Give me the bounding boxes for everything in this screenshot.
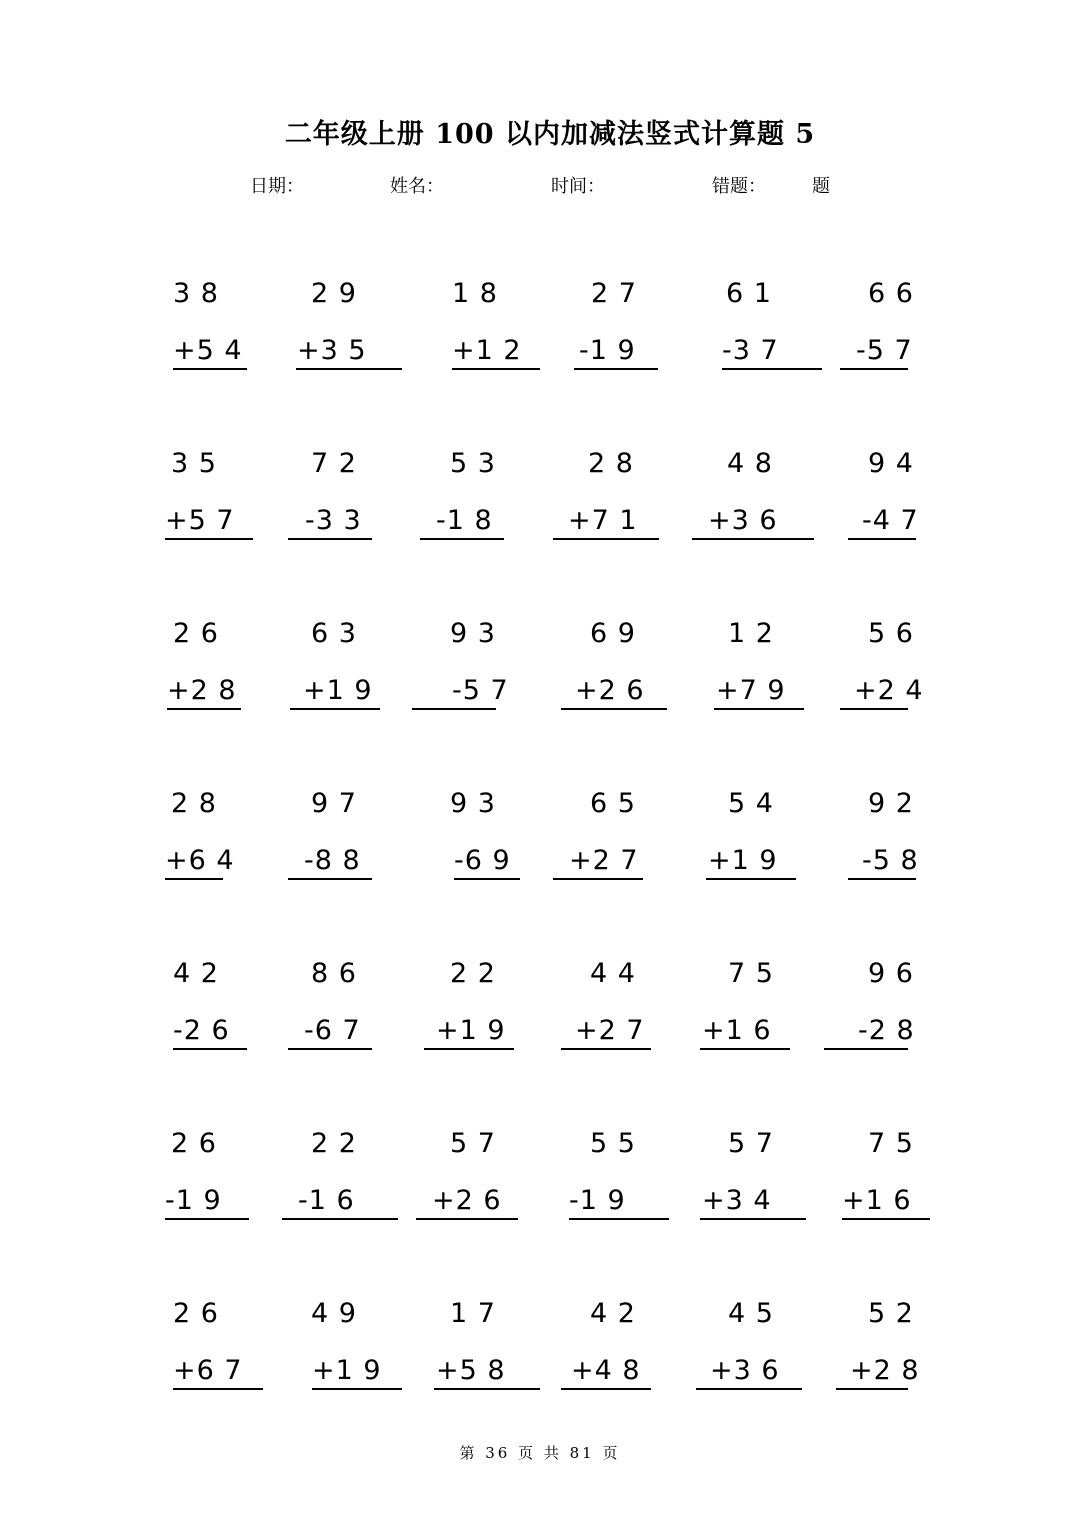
answer-line bbox=[848, 878, 916, 880]
problem-operand: -2 6 bbox=[173, 1015, 230, 1046]
problem-item bbox=[288, 278, 418, 388]
problem-item bbox=[165, 618, 295, 728]
answer-line bbox=[840, 368, 908, 370]
problem-item bbox=[288, 618, 418, 728]
errors-label: 错题： bbox=[712, 176, 766, 197]
problem-operand: +3 6 bbox=[710, 1355, 780, 1386]
answer-line bbox=[561, 1388, 651, 1390]
problem-top-number: 5 4 bbox=[728, 788, 774, 819]
problem-operand: +2 8 bbox=[167, 675, 237, 706]
problem-operand: -8 8 bbox=[304, 845, 361, 876]
answer-line bbox=[165, 1218, 249, 1220]
problem-top-number: 7 5 bbox=[868, 1128, 914, 1159]
problem-top-number: 3 8 bbox=[173, 278, 219, 309]
problem-top-number: 4 2 bbox=[173, 958, 219, 989]
problem-top-number: 5 3 bbox=[450, 448, 496, 479]
page-footer: 第 36 页 共 81 页 bbox=[459, 1444, 621, 1462]
answer-line bbox=[714, 708, 804, 710]
answer-line bbox=[288, 538, 372, 540]
problem-item bbox=[553, 278, 683, 388]
answer-line bbox=[700, 1048, 790, 1050]
problem-item bbox=[692, 1128, 822, 1238]
problem-operand: +2 4 bbox=[854, 675, 924, 706]
problem-operand: -1 6 bbox=[298, 1185, 355, 1216]
problem-item bbox=[692, 788, 822, 898]
problem-operand: +6 4 bbox=[165, 845, 235, 876]
time-label: 时间： bbox=[551, 176, 605, 197]
answer-line bbox=[290, 708, 380, 710]
problem-item bbox=[828, 958, 958, 1068]
problem-top-number: 7 2 bbox=[311, 448, 357, 479]
answer-line bbox=[165, 538, 253, 540]
answer-line bbox=[692, 538, 814, 540]
problem-top-number: 1 7 bbox=[450, 1298, 496, 1329]
problem-item bbox=[165, 448, 295, 558]
problem-top-number: 5 7 bbox=[728, 1128, 774, 1159]
problem-item bbox=[553, 448, 683, 558]
problem-operand: -6 9 bbox=[454, 845, 511, 876]
answer-line bbox=[296, 368, 402, 370]
problem-item bbox=[828, 1298, 958, 1408]
problem-top-number: 5 5 bbox=[590, 1128, 636, 1159]
problem-top-number: 2 2 bbox=[311, 1128, 357, 1159]
problem-operand: -1 9 bbox=[579, 335, 636, 366]
name-label: 姓名： bbox=[390, 176, 444, 197]
problem-item bbox=[692, 1298, 822, 1408]
answer-line bbox=[173, 368, 247, 370]
answer-line bbox=[288, 878, 372, 880]
answer-line bbox=[424, 1048, 514, 1050]
problem-item bbox=[828, 278, 958, 388]
problem-item bbox=[288, 1128, 418, 1238]
problem-operand: +2 7 bbox=[569, 845, 639, 876]
problem-top-number: 2 9 bbox=[311, 278, 357, 309]
problem-operand: +2 8 bbox=[850, 1355, 920, 1386]
answer-line bbox=[706, 878, 796, 880]
problem-item bbox=[553, 618, 683, 728]
problem-operand: +1 9 bbox=[312, 1355, 382, 1386]
problem-item bbox=[553, 1128, 683, 1238]
problem-top-number: 2 6 bbox=[171, 1128, 217, 1159]
problem-operand: +7 9 bbox=[716, 675, 786, 706]
problem-item bbox=[288, 958, 418, 1068]
problem-operand: -3 3 bbox=[305, 505, 362, 536]
problem-operand: +2 6 bbox=[432, 1185, 502, 1216]
problem-top-number: 8 6 bbox=[311, 958, 357, 989]
problem-item bbox=[165, 958, 295, 1068]
problem-item bbox=[165, 788, 295, 898]
problem-top-number: 9 4 bbox=[868, 448, 914, 479]
problem-top-number: 2 7 bbox=[591, 278, 637, 309]
problem-item bbox=[692, 958, 822, 1068]
problem-top-number: 4 9 bbox=[311, 1298, 357, 1329]
problem-operand: +5 7 bbox=[165, 505, 235, 536]
problem-top-number: 4 2 bbox=[590, 1298, 636, 1329]
problem-top-number: 5 7 bbox=[450, 1128, 496, 1159]
problem-operand: +4 8 bbox=[571, 1355, 641, 1386]
problem-operand: +1 2 bbox=[452, 335, 522, 366]
answer-line bbox=[412, 708, 496, 710]
problem-top-number: 9 2 bbox=[868, 788, 914, 819]
answer-line bbox=[824, 1048, 908, 1050]
answer-line bbox=[416, 1218, 518, 1220]
problem-item bbox=[288, 1298, 418, 1408]
problem-operand: +2 7 bbox=[575, 1015, 645, 1046]
problem-operand: -1 9 bbox=[569, 1185, 626, 1216]
problem-top-number: 6 1 bbox=[726, 278, 772, 309]
problem-item bbox=[828, 788, 958, 898]
problem-operand: -1 8 bbox=[436, 505, 493, 536]
problem-operand: -6 7 bbox=[304, 1015, 361, 1046]
problem-item bbox=[165, 1298, 295, 1408]
answer-line bbox=[553, 878, 643, 880]
answer-line bbox=[848, 538, 916, 540]
problem-item bbox=[553, 788, 683, 898]
problem-item bbox=[828, 448, 958, 558]
problem-operand: +5 8 bbox=[436, 1355, 506, 1386]
problem-top-number: 1 8 bbox=[452, 278, 498, 309]
problem-operand: -5 8 bbox=[862, 845, 919, 876]
problem-top-number: 5 6 bbox=[868, 618, 914, 649]
answer-line bbox=[700, 1218, 806, 1220]
problem-operand: +1 9 bbox=[708, 845, 778, 876]
answer-line bbox=[173, 1388, 263, 1390]
problem-top-number: 6 6 bbox=[868, 278, 914, 309]
errors-unit: 题 bbox=[812, 176, 830, 197]
problem-operand: +1 6 bbox=[702, 1015, 772, 1046]
problem-item bbox=[420, 788, 550, 898]
problem-item bbox=[165, 278, 295, 388]
problem-item bbox=[692, 618, 822, 728]
problem-operand: +1 9 bbox=[303, 675, 373, 706]
problem-operand: -5 7 bbox=[452, 675, 509, 706]
problem-operand: -2 8 bbox=[858, 1015, 915, 1046]
problem-operand: +6 7 bbox=[173, 1355, 243, 1386]
problem-operand: +5 4 bbox=[173, 335, 243, 366]
problem-item bbox=[420, 618, 550, 728]
problem-operand: +2 6 bbox=[575, 675, 645, 706]
answer-line bbox=[696, 1388, 802, 1390]
problem-top-number: 4 4 bbox=[590, 958, 636, 989]
problem-operand: +3 6 bbox=[708, 505, 778, 536]
answer-line bbox=[553, 538, 659, 540]
answer-line bbox=[288, 1048, 372, 1050]
problem-item bbox=[692, 278, 822, 388]
answer-line bbox=[167, 708, 241, 710]
problem-top-number: 9 7 bbox=[311, 788, 357, 819]
problem-top-number: 4 5 bbox=[728, 1298, 774, 1329]
problem-top-number: 2 6 bbox=[173, 618, 219, 649]
problem-item bbox=[420, 278, 550, 388]
problem-operand: -3 7 bbox=[722, 335, 779, 366]
problem-item bbox=[420, 1298, 550, 1408]
answer-line bbox=[722, 368, 822, 370]
problem-top-number: 1 2 bbox=[728, 618, 774, 649]
problem-top-number: 9 6 bbox=[868, 958, 914, 989]
answer-line bbox=[574, 368, 658, 370]
problem-top-number: 9 3 bbox=[450, 618, 496, 649]
problem-item bbox=[420, 448, 550, 558]
problem-operand: +1 6 bbox=[842, 1185, 912, 1216]
problem-item bbox=[420, 1128, 550, 1238]
answer-line bbox=[434, 1388, 540, 1390]
problem-operand: +1 9 bbox=[436, 1015, 506, 1046]
problem-operand: -5 7 bbox=[856, 335, 913, 366]
answer-line bbox=[454, 878, 520, 880]
problem-top-number: 2 2 bbox=[450, 958, 496, 989]
problem-operand: +3 4 bbox=[702, 1185, 772, 1216]
problem-item bbox=[288, 448, 418, 558]
answer-line bbox=[840, 708, 908, 710]
answer-line bbox=[561, 1048, 651, 1050]
answer-line bbox=[173, 1048, 247, 1050]
answer-line bbox=[836, 1388, 908, 1390]
problem-operand: -1 9 bbox=[165, 1185, 222, 1216]
problem-top-number: 6 9 bbox=[590, 618, 636, 649]
problem-item bbox=[553, 1298, 683, 1408]
problem-top-number: 6 5 bbox=[590, 788, 636, 819]
problem-item bbox=[553, 958, 683, 1068]
answer-line bbox=[420, 538, 504, 540]
answer-line bbox=[452, 368, 540, 370]
answer-line bbox=[165, 878, 223, 880]
problem-operand: +7 1 bbox=[568, 505, 638, 536]
problem-top-number: 7 5 bbox=[728, 958, 774, 989]
date-label: 日期： bbox=[250, 176, 304, 197]
problem-top-number: 2 8 bbox=[171, 788, 217, 819]
answer-line bbox=[842, 1218, 930, 1220]
worksheet-title: 二年级上册 100 以内加减法竖式计算题 5 bbox=[284, 119, 816, 150]
answer-line bbox=[282, 1218, 398, 1220]
answer-line bbox=[312, 1388, 402, 1390]
problem-top-number: 2 8 bbox=[588, 448, 634, 479]
info-fields bbox=[0, 172, 1080, 202]
problem-item bbox=[288, 788, 418, 898]
problem-item bbox=[828, 1128, 958, 1238]
problem-top-number: 6 3 bbox=[311, 618, 357, 649]
problem-top-number: 2 6 bbox=[173, 1298, 219, 1329]
problem-item bbox=[828, 618, 958, 728]
problem-operand: -4 7 bbox=[862, 505, 919, 536]
problem-item bbox=[165, 1128, 295, 1238]
answer-line bbox=[561, 708, 667, 710]
problem-top-number: 9 3 bbox=[450, 788, 496, 819]
problem-item bbox=[420, 958, 550, 1068]
problem-top-number: 3 5 bbox=[171, 448, 217, 479]
problem-top-number: 4 8 bbox=[727, 448, 773, 479]
problem-top-number: 5 2 bbox=[868, 1298, 914, 1329]
problem-item bbox=[692, 448, 822, 558]
problem-operand: +3 5 bbox=[297, 335, 367, 366]
answer-line bbox=[569, 1218, 669, 1220]
